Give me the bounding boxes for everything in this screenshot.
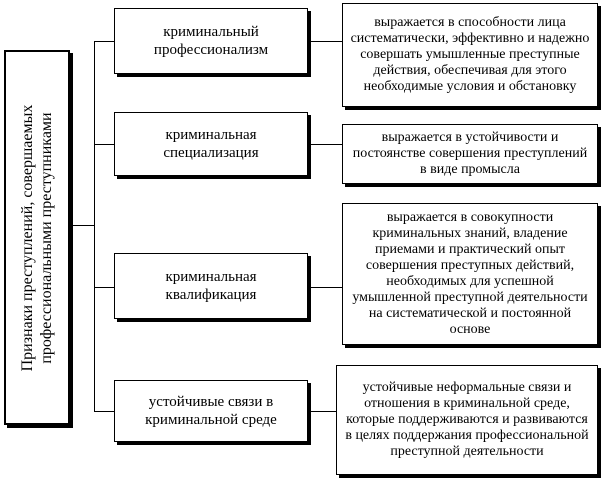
description-text: выражается в совокупности криминальных знаний, владение приемами и практический опыт совершения преступных действий, необходимых для успешной умышленной преступной деятельности на систематической и постоянной основе [352, 210, 588, 337]
connector-branch-4 [94, 411, 114, 412]
description-text: выражается в способности лица систематически, эффективно и надежно совершать умышленные преступные действия, обеспечивая для этого необходимые условия и обстановку [350, 15, 590, 94]
connector-trunk [94, 41, 95, 412]
category-box-criminal-ties [114, 380, 308, 442]
category-label: криминальная квалификация [165, 269, 257, 303]
connector-root [70, 225, 95, 226]
connector-desc-2 [308, 144, 342, 145]
description-box-qualification [342, 203, 598, 345]
description-box-criminal-ties [336, 365, 598, 475]
root-label: Признаки преступлений, совершаемых профессиональными преступниками [19, 104, 55, 371]
description-box-professionalism [342, 3, 598, 107]
category-label: криминальный профессионализм [153, 24, 269, 58]
description-text: устойчивые неформальные связи и отношения в криминальной среде, которые поддерживаются и развиваются в целях поддержания профессиональной преступной деятельности [345, 380, 589, 459]
category-box-specialization [114, 112, 308, 176]
category-label: устойчивые связи в криминальной среде [145, 394, 277, 428]
root-node [4, 50, 70, 425]
category-box-qualification [114, 253, 308, 319]
category-box-professionalism [114, 8, 308, 74]
description-box-specialization [342, 124, 598, 184]
connector-branch-1 [94, 41, 114, 42]
connector-desc-3 [308, 287, 342, 288]
category-label: криминальная специализация [163, 127, 259, 161]
description-text: выражается в устойчивости и постоянстве совершения преступлений в виде промысла [352, 130, 588, 177]
connector-desc-1 [308, 41, 342, 42]
connector-branch-3 [94, 287, 114, 288]
connector-branch-2 [94, 144, 114, 145]
connector-desc-4 [308, 411, 336, 412]
